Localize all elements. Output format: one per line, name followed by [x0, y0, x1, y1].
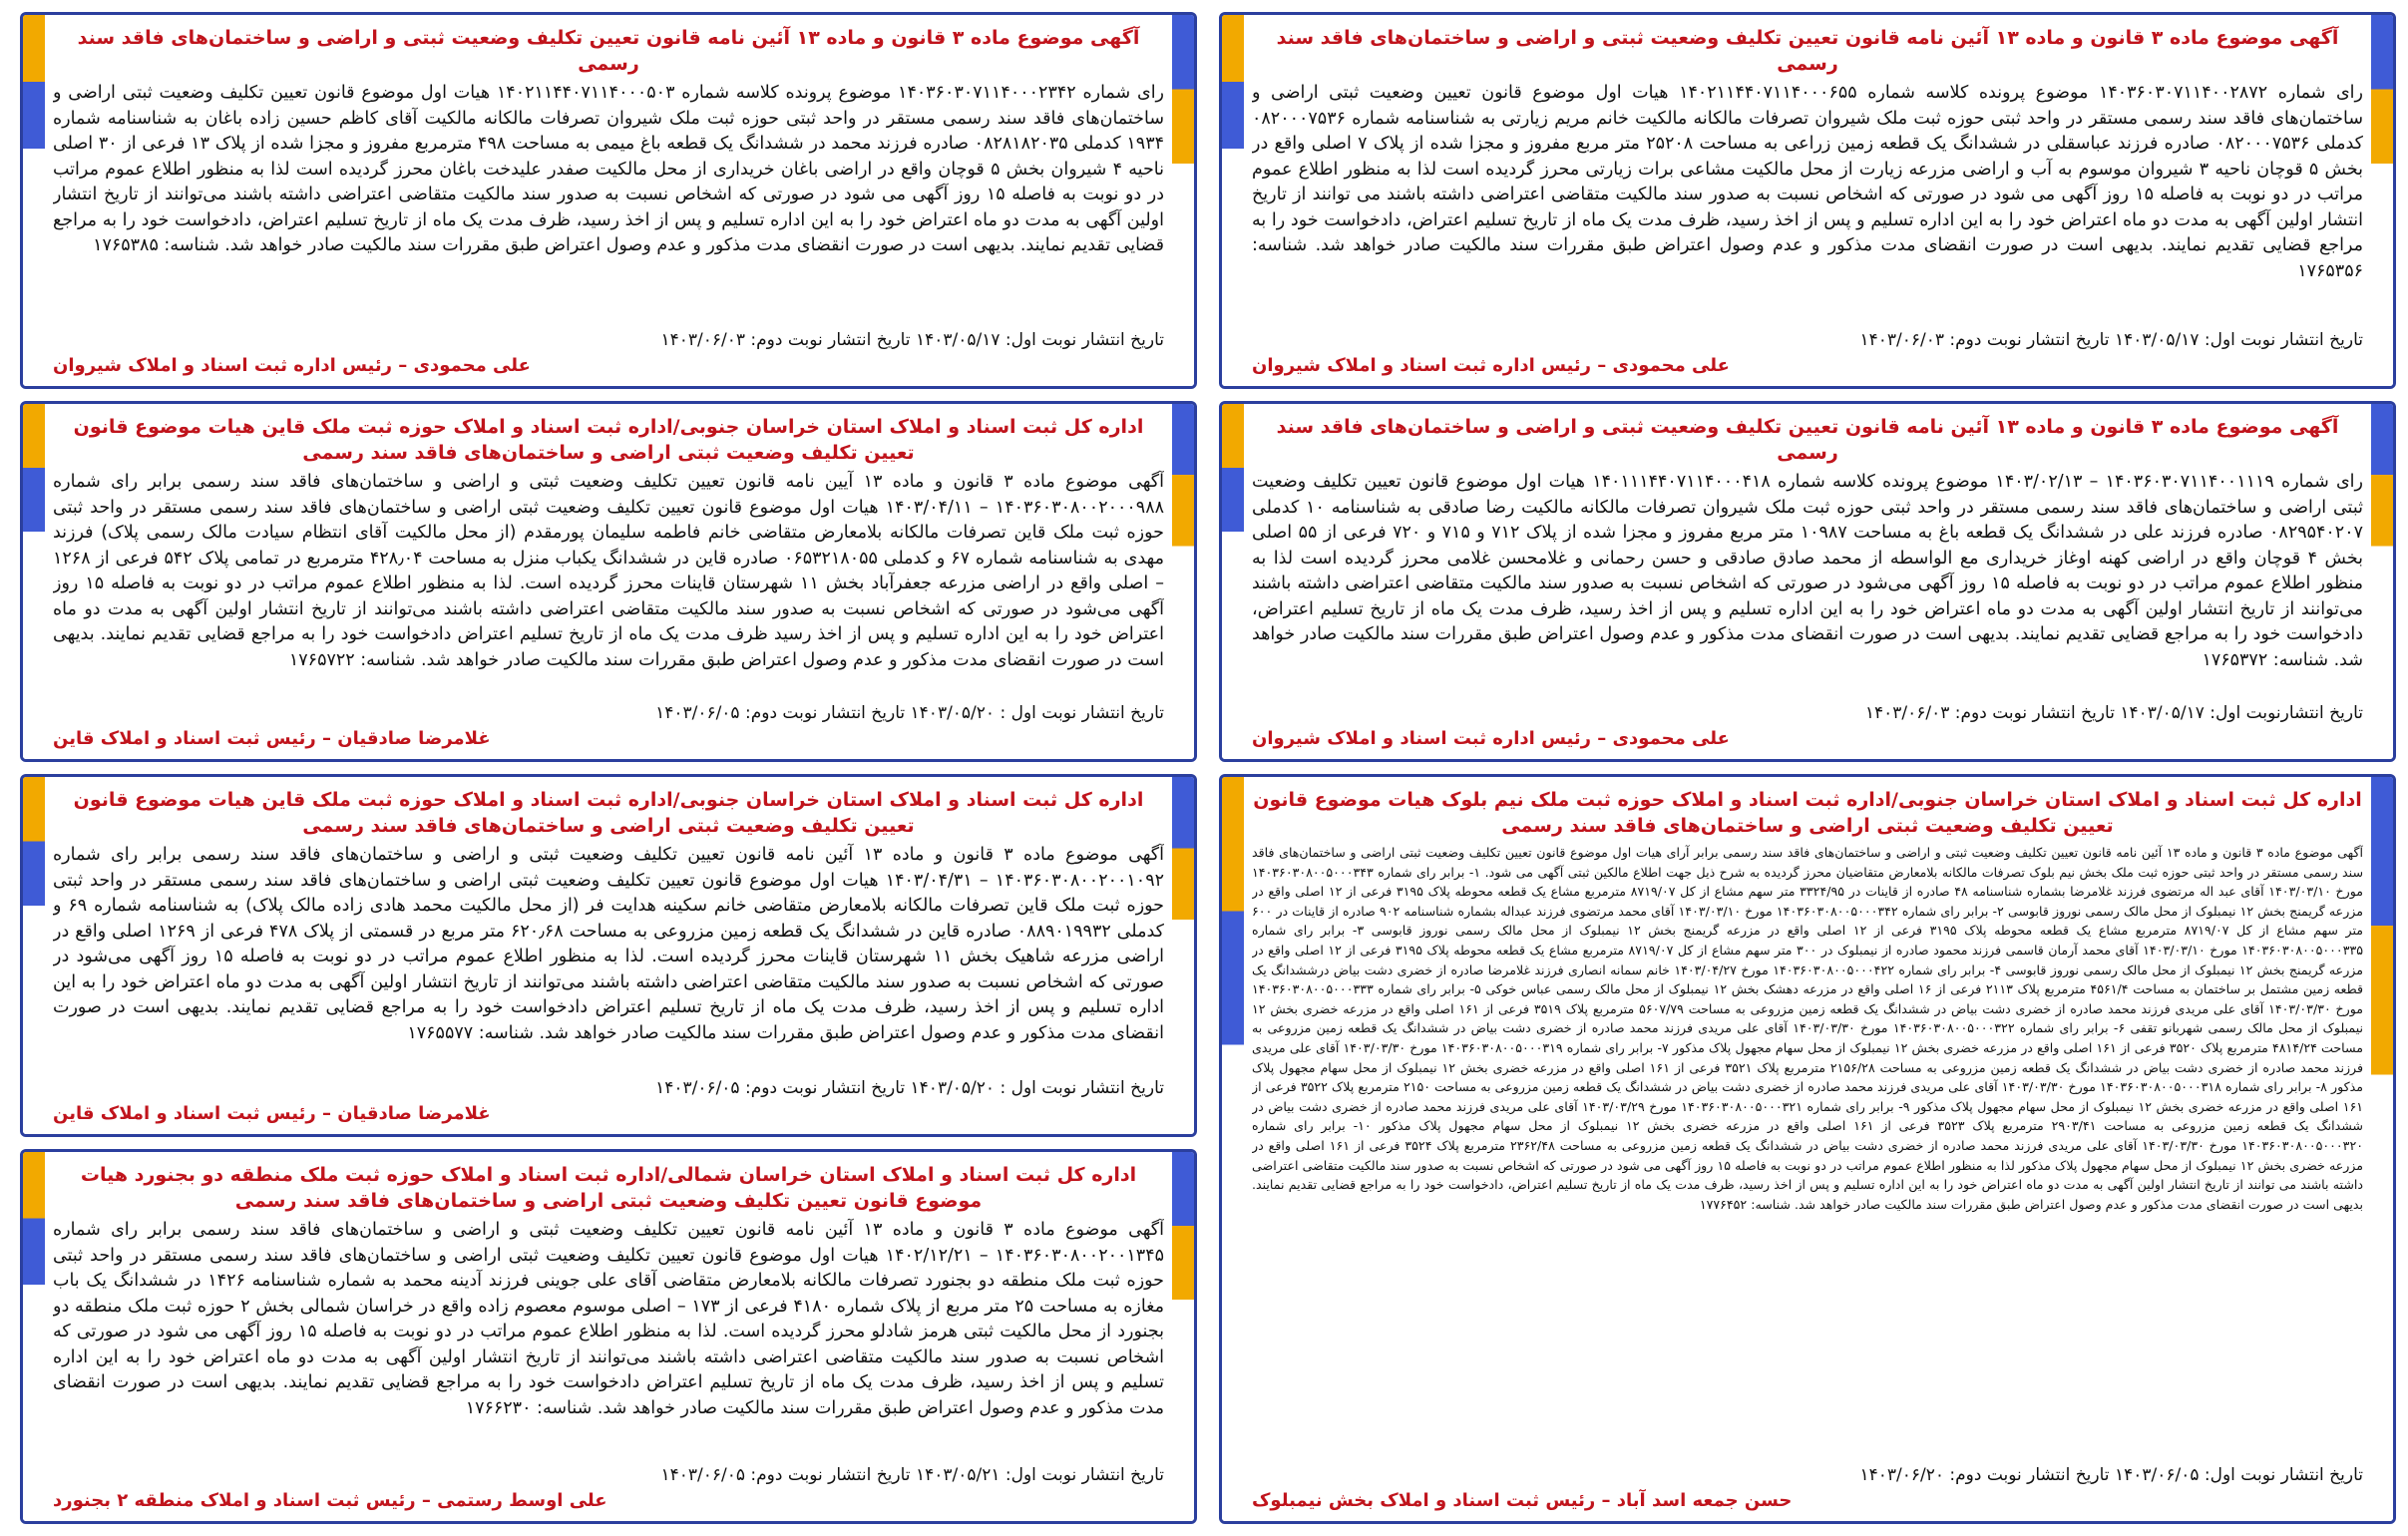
notice-signature: غلامرضا صادقیان – رئیس ثبت اسناد و املاک قاین: [53, 728, 491, 749]
notice-middle-left: [20, 401, 1197, 762]
notice-signature: علی محمودی – رئیس اداره ثبت اسناد و املاک شیروان: [1252, 728, 1730, 749]
notice-title: آگهی موضوع ماده ۳ قانون و ماده ۱۳ آئین نامه قانون تعیین تکلیف وضعیت ثبتی و اراضی و ساختمان‌های فاقد سند رسمی: [1276, 416, 2339, 464]
notice-top-right: [1219, 12, 2396, 389]
notice-lower-left: [20, 774, 1197, 1137]
notice-body: آگهی موضوع ماده ۳ قانون و ماده ۱۳ آئین نامه قانون تعیین تکلیف وضعیت ثبتی و اراضی و ساختمان‌های فاقد سند رسمی برابر رای شماره ۱۴۰۳۶۰۳۰۸۰۰۲۰۰۱۳۴۵ – ۱۴۰۲/۱۲/۲۱ هیات اول موضوع قانون تعیین تکلیف وضعیت ثبتی اراضی و ساختمان‌های فاقد سند رسمی مستقر در واحد ثبتی حوزه ثبت ملک منطقه دو بجنورد تصرفات مالکانه بلامعارض متقاضی آقای علی جوینی فرزند آدینه محمد به شماره شناسنامه ۱۴۲۶ در ششدانگ یک باب مغازه به مساحت ۲۵ متر مربع از پلاک شماره ۴۱۸۰ فرعی از ۱۷۳ – اصلی موسوم معصوم زاده واقع در خراسان شمالی بخش ۲ حوزه ثبت ملک منطقه دو بجنورد از محل مالکیت ثبتی هرمز شادلو محرز گردیده است. لذا به منظور اطلاع عموم مراتب در دو نوبت به فاصله ۱۵ روز آگهی می شود در صورتی که اشخاص نسبت به صدور سند مالکیت متقاضی اعتراضی داشته باشند می‌توانند از تاریخ انتشار اولین آگهی به مدت دو ماه اعتراض خود را به این اداره تسلیم و پس از اخذ رسید، ظرف مدت یک ماه از تاریخ تسلیم اعتراض دادخواست خود را به مراجع قضایی تقدیم نمایند. بدیهی است در صورت انقضای مدت مذکور و عدم وصول اعتراض طبق مقررات سند مالکیت صادر خواهد شد. شناسه: ۱۷۶۶۲۳۰: [53, 1220, 1164, 1418]
decorative-corner: [2371, 15, 2393, 386]
publication-dates: تاریخ انتشار نوبت اول: ۱۴۰۳/۰۵/۲۱ تاریخ انتشار نوبت دوم: ۱۴۰۳/۰۶/۰۵: [660, 1465, 1164, 1485]
notice-bottom-left: [20, 1149, 1197, 1524]
decorative-corner: [1222, 777, 1244, 1521]
publication-dates: تاریخ انتشار نوبت اول: ۱۴۰۳/۰۵/۱۷ تاریخ انتشار نوبت دوم: ۱۴۰۳/۰۶/۰۳: [660, 330, 1164, 350]
notice-body: رای شماره ۱۴۰۳۶۰۳۰۷۱۱۴۰۰۱۱۱۹ – ۱۴۰۳/۰۲/۱۳ موضوع پرونده کلاسه شماره ۱۴۰۱۱۱۴۴۰۷۱۱۴۰۰۰۴۱۸ هیات اول موضوع قانون تعیین تکلیف وضعیت ثبتی اراضی و ساختمان‌های فاقد سند رسمی مستقر در واحد ثبتی حوزه ثبت ملک شیروان تصرفات مالکانه مالکیت رضا صادقی به شناسنامه ۱۰ کدملی ۰۸۲۹۵۴۰۲۰۷ صادره فرزند علی در ششدانگ یک قطعه باغ به مساحت ۱۰۹۸۷ متر مربع مفروز و مجزا شده از پلاک ۷۱۲ و ۷۱۵ و ۷۲۰ فرعی از ۵۵ اصلی بخش ۴ قوچان واقع در اراضی کهنه اوغاز خریداری مع الواسطه از محمد صادق صادقی و حسن رحمانی و غلامحسن غلامی محرز گردیده است لذا به منظور اطلاع عموم مراتب در دو نوبت به فاصله ۱۵ روز آگهی می‌شود در صورتی که اشخاص نسبت به صدور سند مالکیت متقاضی اعتراضی داشته باشند می‌توانند از تاریخ انتشار اولین آگهی به مدت دو ماه اعتراض خود را به این اداره تسلیم و پس از اخذ رسید، ظرف مدت یک ماه از تاریخ تسلیم اعتراض، دادخواست خود را به مراجع قضایی تقدیم نمایند. بدیهی است در صورت انقضای مدت مذکور و عدم وصول اعتراض طبق مقررات سند مالکیت صادر خواهد شد. شناسه: ۱۷۶۵۳۷۲: [1252, 472, 2363, 670]
notice-title: آگهی موضوع ماده ۳ قانون و ماده ۱۳ آئین نامه قانون تعیین تکلیف وضعیت ثبتی و اراضی و ساختمان‌های فاقد سند رسمی: [1276, 27, 2339, 75]
decorative-corner: [1172, 777, 1194, 1134]
notice-body: رای شماره ۱۴۰۳۶۰۳۰۷۱۱۴۰۰۲۸۷۲ موضوع پرونده کلاسه شماره ۱۴۰۲۱۱۴۴۰۷۱۱۴۰۰۰۶۵۵ هیات اول موضوع قانون تعیین وضعیت ثبتی اراضی و ساختمان‌های فاقد سند رسمی مستقر در واحد ثبتی حوزه ثبت ملک شیروان تصرفات مالکانه مالکیت خانم مریم زیارتی به شناسنامه شماره ۰۸۲۰۰۰۷۵۳۶ کدملی ۰۸۲۰۰۰۷۵۳۶ صادره فرزند عباسقلی در ششدانگ یک قطعه زمین زراعی به مساحت ۲۵۲۰۸ متر مربع مفروز و مجزا شده از پلاک ۷ اصلی واقع در بخش ۵ قوچان ناحیه ۳ شیروان موسوم به آب و اراضی مزرعه زیارت از محل مالکیت مشاعی برات زیارتی محرز گردیده است لذا به منظور اطلاع عموم مراتب در دو نوبت به فاصله ۱۵ روز آگهی می شود در صورتی که اشخاص نسبت به صدور سند مالکیت متقاضی اعتراضی داشته باشند می توانند از تاریخ انتشار اولین آگهی به مدت دو ماه اعتراض خود را به این اداره تسلیم و پس از اخذ رسید، ظرف مدت یک ماه از تاریخ تسلیم اعتراض، دادخواست خود را به مراجع قضایی تقدیم نمایند. بدیهی است در صورت انقضای مدت مذکور و عدم وصول اعتراض طبق مقررات سند مالکیت صادر خواهد شد. شناسه: ۱۷۶۵۳۵۶: [1252, 83, 2363, 281]
notice-signature: علی محمودی – رئیس اداره ثبت اسناد و املاک شیروان: [53, 355, 531, 376]
notice-signature: علی محمودی – رئیس اداره ثبت اسناد و املاک شیروان: [1252, 355, 1730, 376]
notice-middle-right: [1219, 401, 2396, 762]
notice-top-left: [20, 12, 1197, 389]
decorative-corner: [23, 404, 45, 759]
notice-signature: غلامرضا صادقیان – رئیس ثبت اسناد و املاک قاین: [53, 1103, 491, 1124]
notice-title: اداره کل ثبت اسناد و املاک استان خراسان جنوبی/اداره ثبت اسناد و املاک حوزه ثبت ملک قاین هیات موضوع قانون تعیین تکلیف وضعیت ثبتی اراضی و ساختمان‌های فاقد سند رسمی: [73, 416, 1144, 464]
publication-dates: تاریخ انتشار نوبت اول : ۱۴۰۳/۰۵/۲۰ تاریخ انتشار نوبت دوم: ۱۴۰۳/۰۶/۰۵: [655, 703, 1164, 723]
notice-title: آگهی موضوع ماده ۳ قانون و ماده ۱۳ آئین نامه قانون تعیین تکلیف وضعیت ثبتی و اراضی و ساختمان‌های فاقد سند رسمی: [77, 27, 1140, 75]
notice-signature: حسن جمعه اسد آباد – رئیس ثبت اسناد و املاک بخش نیمبلوک: [1252, 1490, 1793, 1511]
notice-body: رای شماره ۱۴۰۳۶۰۳۰۷۱۱۴۰۰۰۲۳۴۲ موضوع پرونده کلاسه شماره ۱۴۰۲۱۱۴۴۰۷۱۱۴۰۰۰۵۰۳ هیات اول موضوع قانون تعیین تکلیف وضعیت ثبتی اراضی و ساختمان‌های فاقد سند رسمی مستقر در واحد ثبتی حوزه ثبت ملک شیروان تصرفات مالکانه مالکیت آقای کاظم حسین زاده باغان به شناسنامه شماره ۱۹۳۴ کدملی ۰۸۲۸۱۸۲۰۳۵ صادره فرزند محمد در ششدانگ یک قطعه باغ میمی به مساحت ۴۹۸ مترمربع مفروز و مجزا شده از پلاک ۱۳ فرعی از ۳۰ اصلی ناحیه ۴ شیروان بخش ۵ قوچان واقع در اراضی باغان خریداری از محل مالکیت صفدر علیدخت باغان محرز گردیده است لذا به منظور اطلاع عموم مراتب در دو نوبت به فاصله ۱۵ روز آگهی می شود در صورتی که اشخاص نسبت به صدور سند مالکیت متقاضی اعتراضی داشته باشند می‌توانند از تاریخ انتشار اولین آگهی به مدت دو ماه اعتراض خود را به این اداره تسلیم و پس از اخذ رسید، ظرف مدت یک ماه از تاریخ تسلیم اعتراض، دادخواست خود را به مراجع قضایی تقدیم نمایند. بدیهی است در صورت انقضای مدت مذکور و عدم وصول اعتراض طبق مقررات سند مالکیت صادر خواهد شد. شناسه: ۱۷۶۵۳۸۵: [53, 83, 1164, 255]
notice-body: آگهی موضوع ماده ۳ قانون و ماده ۱۳ آئین نامه قانون تعیین تکلیف وضعیت ثبتی و اراضی و ساختمان‌های فاقد سند رسمی برابر رای شماره ۱۴۰۳۶۰۳۰۸۰۰۲۰۰۱۰۹۲ – ۱۴۰۳/۰۴/۳۱ هیات اول موضوع قانون تعیین تکلیف وضعیت ثبتی اراضی و ساختمان‌های فاقد سند رسمی مستقر در واحد ثبتی حوزه ثبت ملک قاین تصرفات مالکانه بلامعارض متقاضی خانم سکینه هدایت فر (از محل مالکیت محمد هادی زاده مالک پلاک) به شناسنامه شماره ۶۹ و کدملی ۰۸۸۹۰۱۹۹۳۲ صادره قاین در ششدانگ یک قطعه زمین مزروعی به مساحت ۶۲۰٫۶۸ متر مربع در قسمتی از پلاک ۴۷۸ فرعی از ۱۲۶۹ اصلی واقع در اراضی مزرعه شاهیک بخش ۱۱ شهرستان قاینات محرز گردیده است. لذا به منظور اطلاع عموم مراتب در دو نوبت به فاصله ۱۵ روز آگهی می‌شود در صورتی که اشخاص نسبت به صدور سند مالکیت متقاضی اعتراضی داشته باشند می‌توانند از تاریخ انتشار اولین آگهی به مدت دو ماه اعتراض خود را به این اداره تسلیم و پس از اخذ رسید، ظرف مدت یک ماه از تاریخ تسلیم اعتراض دادخواست خود را به مراجع قضایی تقدیم نمایند. بدیهی است در صورت انقضای مدت مذکور و عدم وصول اعتراض طبق مقررات سند مالکیت صادر خواهد شد. شناسه: ۱۷۶۵۵۷۷: [53, 845, 1164, 1043]
decorative-corner: [2371, 777, 2393, 1521]
notice-title: اداره کل ثبت اسناد و املاک استان خراسان جنوبی/اداره ثبت اسناد و املاک حوزه ثبت ملک قاین هیات موضوع قانون تعیین تکلیف وضعیت ثبتی اراضی و ساختمان‌های فاقد سند رسمی: [73, 789, 1144, 837]
publication-dates: تاریخ انتشار نوبت اول : ۱۴۰۳/۰۵/۲۰ تاریخ انتشار نوبت دوم: ۱۴۰۳/۰۶/۰۵: [655, 1078, 1164, 1098]
decorative-corner: [23, 15, 45, 386]
notice-body: آگهی موضوع ماده ۳ قانون و ماده ۱۳ آیین نامه قانون تعیین تکلیف وضعیت ثبتی و اراضی و ساختمان‌های فاقد سند رسمی برابر رای شماره ۱۴۰۳۶۰۳۰۸۰۰۲۰۰۰۹۸۸ – ۱۴۰۳/۰۴/۱۱ هیات اول موضوع قانون تعیین تکلیف وضعیت ثبتی اراضی و ساختمان‌های فاقد سند رسمی مستقر در واحد ثبتی حوزه ثبت ملک قاین تصرفات مالکانه بلامعارض متقاضی خانم فاطمه سلیمان پورمقدم (از محل مالکیت آقای انتظام سیادت مالک رسمی پلاک) فرزند مهدی به شناسنامه شماره ۶۷ و کدملی ۰۶۵۳۲۱۸۰۵۵ صادره قاین در ششدانگ یکباب منزل به مساحت ۴۲۸٫۰۴ مترمربع در تمامی پلاک ۵۴۲ فرعی از ۱۲۶۸ – اصلی واقع در اراضی مزرعه جعفرآباد بخش ۱۱ شهرستان قاینات محرز گردیده است. لذا به منظور اطلاع عموم مراتب در دو نوبت به فاصله ۱۵ روز آگهی می‌شود در صورتی که اشخاص نسبت به صدور سند مالکیت متقاضی اعتراضی داشته باشند می‌توانند از تاریخ انتشار اولین آگهی به مدت دو ماه اعتراض خود را به این اداره تسلیم و پس از اخذ رسید ظرف مدت یک ماه از تاریخ تسلیم اعتراض دادخواست خود را به مراجع قضایی تقدیم نمایند. بدیهی است در صورت انقضای مدت مذکور و عدم وصول اعتراض طبق مقررات سند مالکیت صادر خواهد شد. شناسه: ۱۷۶۵۷۲۲: [53, 472, 1164, 670]
decorative-corner: [23, 1152, 45, 1521]
notice-title: اداره کل ثبت اسناد و املاک استان خراسان شمالی/اداره ثبت اسناد و املاک حوزه ثبت ملک منطقه دو بجنورد هیات موضوع قانون تعیین تکلیف وضعیت ثبتی اراضی و ساختمان‌های فاقد سند رسمی: [80, 1164, 1137, 1212]
decorative-corner: [1172, 404, 1194, 759]
decorative-corner: [1172, 15, 1194, 386]
decorative-corner: [1222, 404, 1244, 759]
publication-dates: تاریخ انتشارنوبت اول: ۱۴۰۳/۰۵/۱۷ تاریخ انتشار نوبت دوم: ۱۴۰۳/۰۶/۰۳: [1864, 703, 2363, 723]
publication-dates: تاریخ انتشار نوبت اول: ۱۴۰۳/۰۶/۰۵ تاریخ انتشار نوبت دوم: ۱۴۰۳/۰۶/۲۰: [1859, 1465, 2363, 1485]
decorative-corner: [23, 777, 45, 1134]
publication-dates: تاریخ انتشار نوبت اول: ۱۴۰۳/۰۵/۱۷ تاریخ انتشار نوبت دوم: ۱۴۰۳/۰۶/۰۳: [1859, 330, 2363, 350]
notice-bottom-right: [1219, 774, 2396, 1524]
decorative-corner: [2371, 404, 2393, 759]
notice-body: آگهی موضوع ماده ۳ قانون و ماده ۱۳ آئین نامه قانون تعیین تکلیف وضعیت ثبتی و اراضی و ساختمان‌های فاقد سند رسمی برابر آرای هیات اول موضوع قانون تعیین تکلیف وضعیت ثبتی اراضی و ساختمان‌های فاقد سند رسمی مستقر در واحد ثبتی حوزه ثبت ملک بخش نیم بلوک تصرفات مالکانه بلامعارض متقاضیان محرز گردیده به شرح ذیل جهت اطلاع مالکین ثبتی آگهی می شود. ۱- برابر رای شماره ۱۴۰۳۶۰۳۰۸۰۰۵۰۰۰۳۴۳ مورخ ۱۴۰۳/۰۳/۱۰ آقای عبد اله مرتضوی فرزند غلامرضا بشماره شناسنامه ۴۸ صادره از قاینات در ۳۳۲۴/۹۵ متر سهم مشاع از کل ۸۷۱۹/۰۷ مترمربع مشاع یک قطعه محوطه پلاک ۳۱۹۵ فرعی از ۱۲ اصلی واقع در مزرعه گریمنج بخش ۱۲ نیمبلوک از محل مالک رسمی نوروز قابوسی ۲- برابر رای شماره ۱۴۰۳۶۰۳۰۸۰۰۵۰۰۰۳۴۲ مورخ ۱۴۰۳/۰۳/۱۰ آقای محمد مرتضوی فرزند عبداله بشماره شناسنامه ۹۰۲ صادره از قاینات در ۶۰۰ متر سهم مشاع از کل ۸۷۱۹/۰۷ مترمربع مشاع یک قطعه محوطه پلاک ۳۱۹۵ فرعی از ۱۲ اصلی واقع در مزرعه گریمنج بخش ۱۲ نیمبلوک از محل مالک رسمی نوروز قابوسی ۳- برابر رای شماره ۱۴۰۳۶۰۳۰۸۰۰۵۰۰۰۳۳۵ مورخ ۱۴۰۳/۰۳/۱۰ آقای محمد آرمان قاسمی فرزند محمود صادره از نیمبلوک در ۳۰۰ متر سهم مشاع از کل ۸۷۱۹/۰۷ مترمربع مشاع یک قطعه محوطه پلاک ۳۱۹۵ فرعی از ۱۲ اصلی واقع در مزرعه گریمنج بخش ۱۲ نیمبلوک از محل مالک رسمی نوروز قابوسی ۴- برابر رای شماره ۱۴۰۳۶۰۳۰۸۰۰۵۰۰۰۴۲۲ مورخ ۱۴۰۳/۰۴/۲۷ خانم سمانه انصاری فرزند غلامرضا صادره از خضری دشت بیاض درششدانگ یک قطعه زمین مشتمل بر ساختمان به مساحت ۴۵۶۱/۴ مترمربع پلاک ۲۱۱۳ فرعی از ۱۶ اصلی واقع در مزرعه دهشک بخش ۱۲ نیمبلوک از محل مالک رسمی عباس خوکی ۵- برابر رای شماره ۱۴۰۳۶۰۳۰۸۰۰۵۰۰۰۳۳۳ مورخ ۱۴۰۳/۰۳/۳۰ آقای علی مریدی فرزند محمد صادره از خضری دشت بیاض در ششدانگ یک قطعه زمین مزروعی به مساحت ۵۶۰۷/۷۹ مترمربع پلاک ۳۵۱۹ فرعی از ۱۶۱ اصلی واقع در مزرعه خضری بخش ۱۲ نیمبلوک از محل مالک رسمی شهربانو تقفی ۶- برابر رای شماره ۱۴۰۳۶۰۳۰۸۰۰۵۰۰۰۳۲۲ مورخ ۱۴۰۳/۰۳/۳۰ آقای علی مریدی فرزند محمد صادره از خضری دشت بیاض در ششدانگ یک قطعه زمین مزروعی به مساحت ۴۸۱۴/۲۴ مترمربع پلاک ۳۵۲۰ فرعی از ۱۶۱ اصلی واقع در مزرعه خضری بخش ۱۲ نیمبلوک از محل سهام مجهول پلاک مذکور ۷- برابر رای شماره ۱۴۰۳۶۰۳۰۸۰۰۵۰۰۰۳۱۹ مورخ ۱۴۰۳/۰۳/۳۰ آقای علی مریدی فرزند محمد صادره از خضری دشت بیاض در ششدانگ یک قطعه زمین مزروعی به مساحت ۲۱۵۶/۲۸ مترمربع پلاک ۳۵۲۱ فرعی از ۱۶۱ اصلی واقع در مزرعه خضری بخش ۱۲ نیمبلوک از محل سهام مجهول پلاک مذکور ۸- برابر رای شماره ۱۴۰۳۶۰۳۰۸۰۰۵۰۰۰۳۱۸ مورخ ۱۴۰۳/۰۳/۳۰ آقای علی مریدی فرزند محمد صادره از خضری دشت بیاض در ششدانگ یک قطعه زمین مزروعی به مساحت ۲۱۵۰ مترمربع پلاک ۳۵۲۲ فرعی از ۱۶۱ اصلی واقع در مزرعه خضری بخش ۱۲ نیمبلوک از محل سهام مجهول پلاک مذکور ۹- برابر رای شماره ۱۴۰۳۶۰۳۰۸۰۰۵۰۰۰۳۲۱ مورخ ۱۴۰۳/۰۳/۲۹ آقای علی مریدی فرزند محمد صادره از خضری دشت بیاض در ششدانگ یک قطعه زمین مزروعی به مساحت ۲۹۰۳/۴۱ مترمربع پلاک ۳۵۲۳ فرعی از ۱۶۱ اصلی واقع در مزرعه خضری بخش ۱۲ نیمبلوک از محل سهام مجهول پلاک مذکور ۱۰- برابر رای شماره ۱۴۰۳۶۰۳۰۸۰۰۵۰۰۰۳۲۰ مورخ ۱۴۰۳/۰۳/۳۰ آقای علی مریدی فرزند محمد صادره از خضری دشت بیاض در ششدانگ یک قطعه زمین مزروعی به مساحت ۲۳۶۲/۴۸ مترمربع پلاک ۳۵۲۴ فرعی از ۱۶۱ اصلی واقع در مزرعه خضری بخش ۱۲ نیمبلوک از محل سهام مجهول پلاک مذکور لذا به منظور اطلاع عموم مراتب در دو نوبت به فاصله ۱۵ روز آگهی می شود در صورتی که اشخاص نسبت به صدور سند مالکیت متقاضی اعتراضی داشته باشند می توانند از تاریخ انتشار اولین آگهی به مدت دو ماه اعتراض خود را به این اداره تسلیم و پس از اخذ رسید، ظرف مدت یک ماه از تاریخ تسلیم اعتراض، دادخواست خود را به مراجع قضایی تقدیم نمایند. بدیهی است در صورت انقضای مدت مذکور و عدم وصول اعتراض طبق مقررات سند مالکیت صادر خواهد شد. شناسه: ۱۷۷۶۴۵۲: [1252, 845, 2363, 1212]
decorative-corner: [1172, 1152, 1194, 1521]
notice-signature: علی اوسط رستمی – رئیس ثبت اسناد و املاک منطقه ۲ بجنورد: [53, 1490, 607, 1511]
notice-title: اداره کل ثبت اسناد و املاک استان خراسان جنوبی/اداره ثبت اسناد و املاک حوزه ثبت ملک نیم بلوک هیات موضوع قانون تعیین تکلیف وضعیت ثبتی اراضی و ساختمان‌های فاقد سند رسمی: [1253, 789, 2362, 837]
decorative-corner: [1222, 15, 1244, 386]
